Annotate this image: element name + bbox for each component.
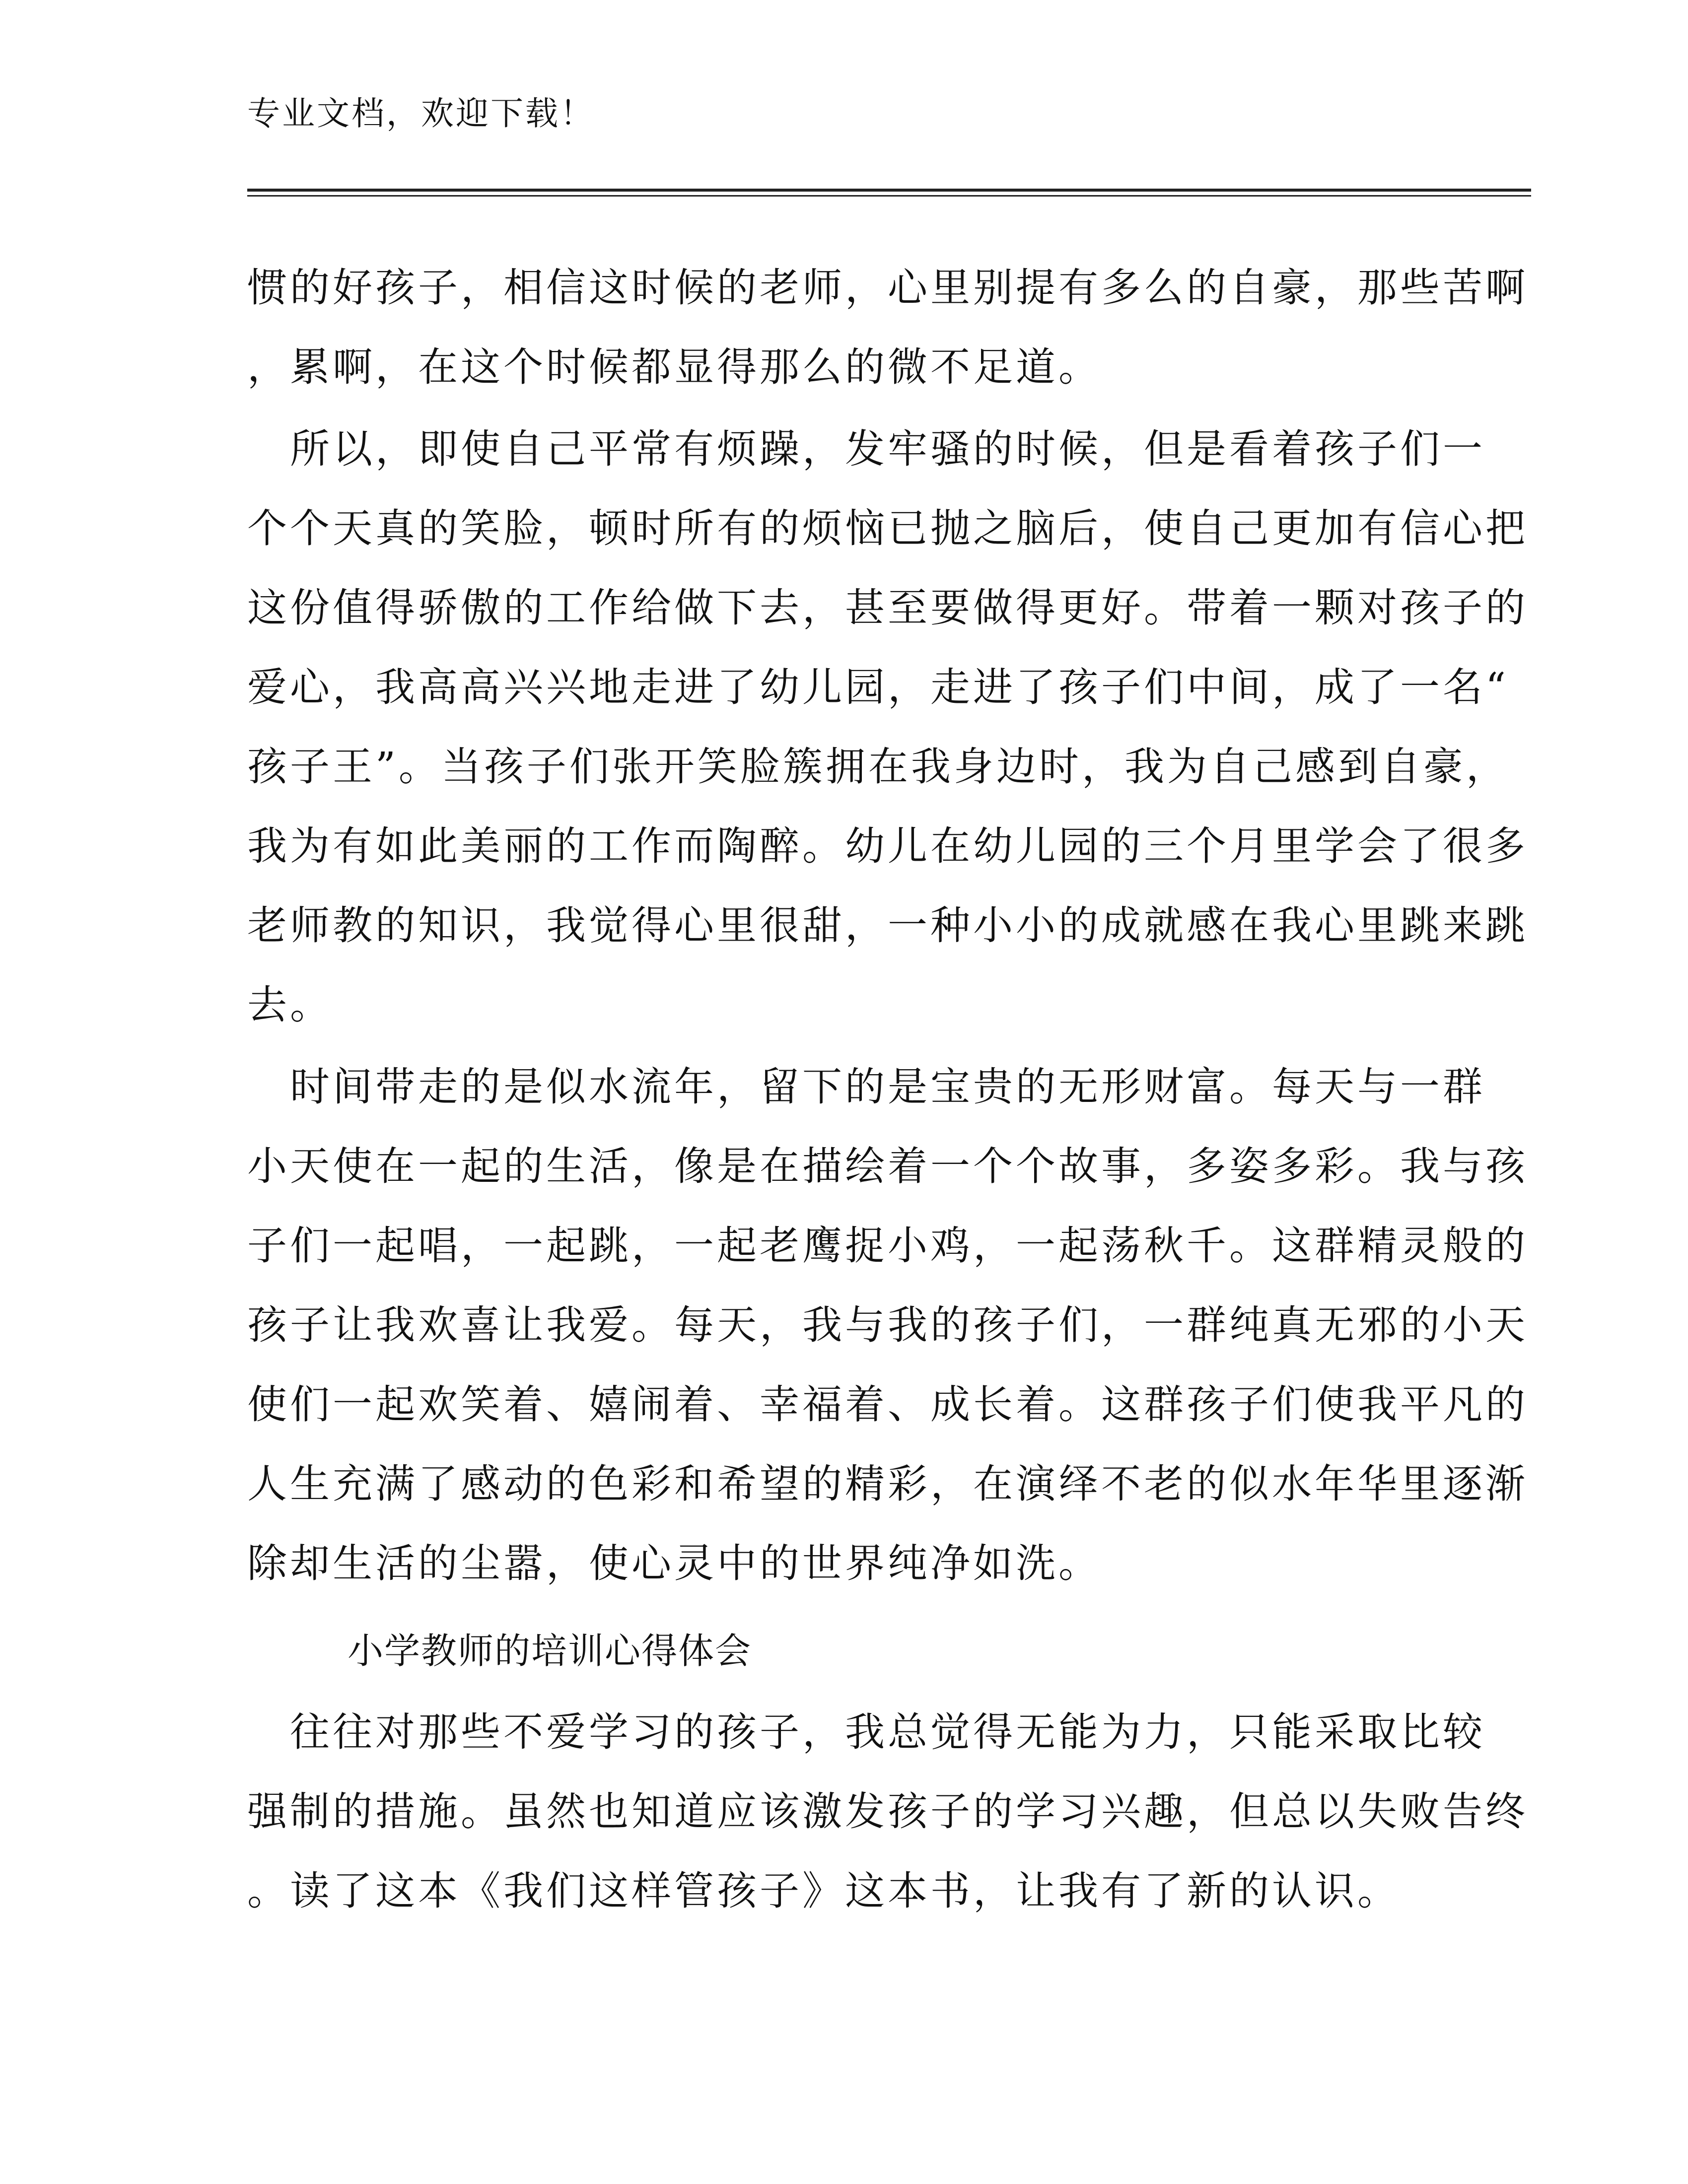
body-line: 小天使在一起的生活，像是在描绘着一个个故事，多姿多彩。我与孩 — [247, 1143, 1528, 1189]
body-line: 我为有如此美丽的工作而陶醉。幼儿在幼儿园的三个月里学会了很多 — [247, 823, 1528, 869]
body-line: 孩子让我欢喜让我爱。每天，我与我的孩子们，一群纯真无邪的小天 — [247, 1302, 1528, 1348]
body-line: 。读了这本《我们这样管孩子》这本书，让我有了新的认识。 — [247, 1868, 1400, 1914]
body-line: ，累啊，在这个时候都显得那么的微不足道。 — [247, 344, 1101, 390]
body-line: 惯的好孩子，相信这时候的老师，心里别提有多么的自豪，那些苦啊 — [247, 265, 1528, 311]
body-line: 时间带走的是似水流年，留下的是宝贵的无形财富。每天与一群 — [247, 1064, 1485, 1110]
header-rule-thin — [247, 195, 1531, 197]
body-line: 这份值得骄傲的工作给做下去，甚至要做得更好。带着一颗对孩子的 — [247, 585, 1528, 631]
body-line: 个个天真的笑脸，顿时所有的烦恼已抛之脑后，使自己更加有信心把 — [247, 505, 1528, 551]
body-line: 除却生活的尘嚣，使心灵中的世界纯净如洗。 — [247, 1540, 1101, 1586]
body-line: 所以，即使自己平常有烦躁，发牢骚的时候，但是看着孩子们一 — [247, 426, 1485, 472]
body-line: 子们一起唱，一起跳，一起老鹰捉小鸡，一起荡秋千。这群精灵般的 — [247, 1223, 1528, 1269]
body-line: 强制的措施。虽然也知道应该激发孩子的学习兴趣，但总以失败告终 — [247, 1788, 1528, 1835]
page-header-text: 专业文档，欢迎下载！ — [247, 94, 595, 133]
body-line: 老师教的知识，我觉得心里很甜，一种小小的成就感在我心里跳来跳 — [247, 902, 1528, 949]
body-line: 往往对那些不爱学习的孩子，我总觉得无能为力，只能采取比较 — [247, 1709, 1485, 1755]
body-line: 使们一起欢笑着、嬉闹着、幸福着、成长着。这群孩子们使我平凡的 — [247, 1381, 1528, 1428]
header-rule-thick — [247, 189, 1531, 192]
body-line: 人生充满了感动的色彩和希望的精彩，在演绎不老的似水年华里逐渐 — [247, 1461, 1528, 1507]
body-line: 孩子王”。当孩子们张开笑脸簇拥在我身边时，我为自己感到自豪， — [247, 744, 1509, 790]
body-line: 爱心，我高高兴兴地走进了幼儿园，走进了孩子们中间，成了一名“ — [247, 664, 1509, 710]
section-heading: 小学教师的培训心得体会 — [348, 1630, 752, 1672]
body-line: 去。 — [247, 982, 333, 1028]
